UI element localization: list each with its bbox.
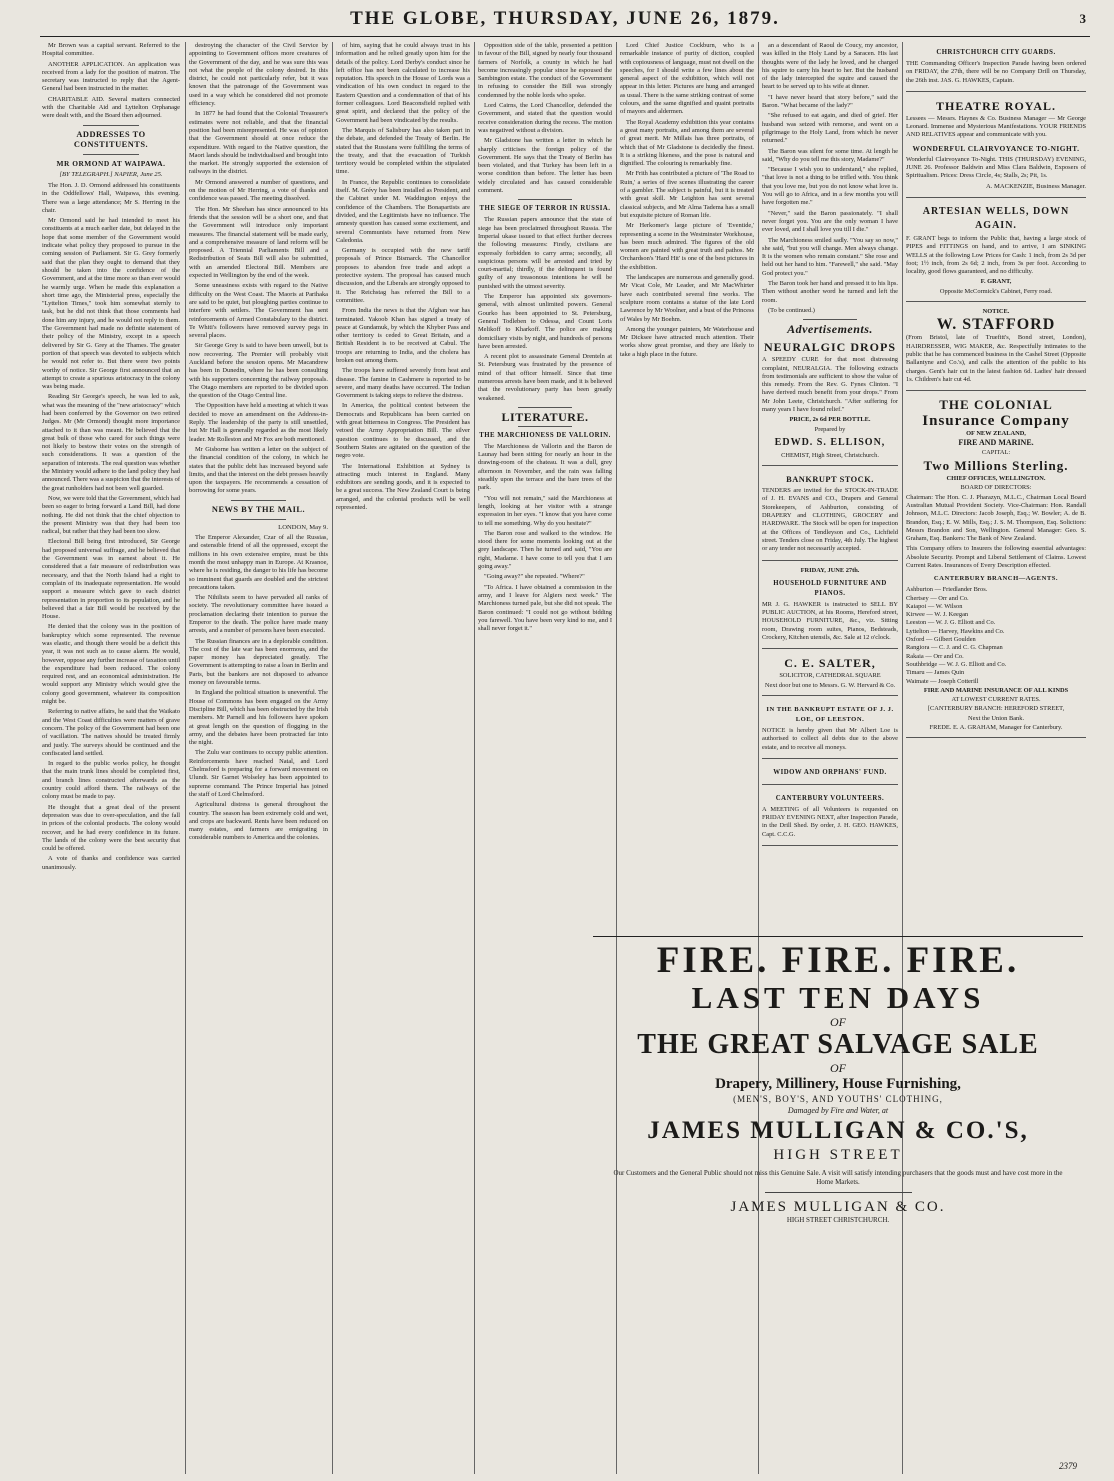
divider (593, 936, 1083, 937)
ad-body: A MEETING of all Volunteers is requested on FRIDAY EVENING NEXT, after Inspection Parade, in the Drill Shed. By order, J. H. GEO. HAWKES, Capt. C.C.G. (762, 805, 898, 838)
ad-text: Next the Union Bank. (967, 714, 1025, 722)
list-item: Lyttelton — Harvey, Hawkins and Co. (906, 627, 1005, 635)
paragraph: In France, the Republic continues to consolidate itself. M. Grévy has been installed as President, and the Cabinet under M. Waddington enjoys the confidence of the Chambers. The Bonapartists are divided, and the Legitimists have no influence. The amnesty question has caused some excitement, and several Communists have returned from New Caledonia. (336, 178, 470, 244)
ad-body: A SPEEDY CURE for that most distressing complaint, NEURALGIA. The following extracts from testimonials are sufficient to show the value of this remedy. From the Rev. G. Fynes Clinton. "I have derived much benefit from your drops." From Mr John Leete, Christchurch. "After suffering for many years I have found relief." (762, 356, 898, 413)
list-item: Timaru — James Quin (906, 669, 965, 677)
paragraph: Agricultural distress is general throughout the country. The season has been extremely cold and wet, and crops are backward. Rents have been reduced on many estates, and farmers are emigrating in considerable numbers to America and the colonies. (189, 801, 328, 842)
ad-high-street: HIGH STREET (773, 1147, 903, 1163)
divider (803, 319, 857, 320)
paragraph: The Russian finances are in a deplorable condition. The cost of the late war has been enormous, and the paper money has depreciated greatly. The Government is attempting to raise a loan in Berlin and Paris, but the bankers are not disposed to advance money on favourable terms. (189, 637, 328, 687)
ad-bankrupt (762, 469, 898, 560)
paragraph: "Because I wish you to understand," she replied, "that love is not a thing to be trifled with. You think that you love me, but you do not know what love is. You will go to Africa, and in a few months you will have forgotten me." (762, 166, 898, 207)
ad-date: FRIDAY, JUNE 27th. (800, 566, 860, 574)
divider (231, 500, 287, 501)
ad-neuralgic (762, 336, 898, 466)
ad-title: HOUSEHOLD FURNITURE AND PIANOS. (773, 579, 887, 597)
ad-text: FREDE. E. A. GRAHAM, Manager for Canterbury. (929, 724, 1063, 732)
paragraph: The Baron was silent for some time. At length he said, "Why do you tell me this story, Madame?" (762, 147, 898, 163)
ad-salter (762, 652, 898, 696)
section-heading: LITERATURE. (501, 409, 589, 424)
paragraph: Referring to native affairs, he said that the Waikato and the West Coast difficulties were matters of grave concern. The policy of the Government had been one of vacillation. The natives should be treated firmly and justly. The surveys should be continued and the confiscated land settled. (42, 708, 180, 757)
paragraph: He denied that the colony was in the position of bankruptcy which some represented. The revenue was elastic, and though there would be a deficit this year, it was not such as to cause alarm. He would, however, oppose any further increase of taxation until the expenditure had been reduced. The colony required rest, and an economical administration. He would support any Ministry which would give the colony good government, whatever its composition might be. (42, 623, 180, 706)
section-heading: NEWS BY THE MAIL. (211, 504, 306, 514)
ad-great-salvage: THE GREAT SALVAGE SALE (637, 1029, 1039, 1060)
paragraph: Reading Sir George's speech, he was led to ask, what was the meaning of the "new aristocracy" which had been conferred by the Governor on two retired Judges. Mr (Mr Ormond) thought more importance attached to it than was meant. He believed that the great bulk of those who cared for such things were not likely to bestow their votes on the strength of such considerations. It was a question of the separation of interests. The real question was whether the Ministry would adhere to the land policy they had announced. There was a suspicion that the interests of the great runholders had not been well guarded. (42, 393, 180, 492)
masthead (40, 6, 1090, 37)
page-number: 3 (1079, 11, 1086, 26)
paragraph: Mr Frith has contributed a picture of 'The Road to Ruin,' a series of five scenes illustrating the career of a gambler. The subject is painful, but it is treated with great skill. Mr Leighton has sent several classical subjects, and Mr Alma Tadema has a small but exquisite picture of Roman life. (620, 170, 754, 219)
newspaper-title: THE GLOBE, THURSDAY, JUNE 26, 1879. (350, 8, 780, 29)
paragraph: Mr Herkomer's large picture of 'Eventide,' representing a scene in the Westminster Workhouse, has been much admired. The figures of the old women are painted with great truth and pathos. Mr Orchardson's 'Hard Hit' is one of the best pictures in the exhibition. (620, 222, 754, 271)
ad-number: 2379 (1059, 1461, 1077, 1471)
salvage-sale-ad (593, 936, 1083, 1471)
paragraph: He thought that a great deal of the present depression was due to over-speculation, and the fall in prices of the colonial products. The colony would recover, and he had every confidence in its future. The lands of the colony were the best security that could be offered. (42, 803, 180, 853)
ad-text: Opposite McCormick's Cabinet, Ferry road. (939, 287, 1053, 295)
paragraph: A vote of thanks and confidence was carried unanimously. (42, 855, 180, 871)
list-item: Kirwee — W. J. Keegan (906, 611, 969, 619)
paragraph: destroying the character of the Civil Service by appointing to Government offices more creatures of the Government of the day, and he was sure this was not what the people of the colony desired. In this district, he could not particularly refer, but it was known that the patronage of the Government was used in a way which he considered did not promote efficiency. (189, 42, 328, 108)
ad-mens: (MEN'S, BOY'S, AND YOUTHS' CLOTHING, (733, 1094, 943, 1104)
ad-text: CHIEF OFFICES, WELLINGTON. (946, 475, 1046, 483)
paragraph: The landscapes are numerous and generally good. Mr Vicat Cole, Mr Leader, and Mr MacWhirter have each contributed several fine works. The sculpture room contains a statue of the late Lord Lawrence by Mr Woolner, and a bust of the Princess of Wales by Mr Boehm. (620, 274, 754, 323)
paragraph: In America, the political contest between the Democrats and Republicans has been carried on with great bitterness in Congress. The President has vetoed the Army Appropriation Bill. The silver question continues to be discussed, and the Southern States are agitated on the question of the negro vote. (336, 402, 470, 460)
ad-title: CANTERBURY VOLUNTEERS. (775, 794, 885, 802)
divider (83, 125, 138, 126)
ad-title: IN THE BANKRUPT ESTATE OF J. J. LOE, OF LEESTON. (766, 705, 894, 723)
dateline: LONDON, May 9. (278, 523, 328, 531)
paragraph: Mr Ormond said he had intended to meet his constituents at a much earlier date, but delayed in the hope that some member of the Government would indicate what policy they proposed to pursue in the coming session of Parliament. Sir G. Grey formerly said that the plan they ought to demand that they should be taken into the confidence of the Government, and at the time more so than ever would he warmly urge. When he made this explanation a short time ago, the Ministerial press, especially the "Lyttelton Times," took him somewhat sternly to task, but he did not think that those comments had done him any injury, and he would not reply to them. The Government had made no definite statement of their policy of the Ministry, except in a speech delivered by Sir G. Grey at the Thames. The greater portion of that speech was devoted to subjects which he would not refer to. But there were two points worthy of notice. Sir George first announced that an attempt to create a spurious aristocracy in the colony was being made. (42, 217, 180, 391)
paragraph: From India the news is that the Afghan war has terminated. Yakoob Khan has signed a treaty of peace at Gundamuk, by which the Khyber Pass and other territory is ceded to Great Britain, and a British Resident is to be received at Cabul. The troops are returning to India, and the cholera has broken out among them. (336, 307, 470, 364)
paragraph: The Zulu war continues to occupy public attention. Reinforcements have reached Natal, and Lord Chelmsford is preparing for a forward movement on Ulundi. Sir Garnet Wolseley has been appointed to supreme command. The Prince Imperial has joined the staff of Lord Chelmsford. (189, 749, 328, 798)
column-3 (336, 42, 470, 1474)
paragraph: "Never," said the Baron passionately. "I shall never forget you. You are the only woman I have ever loved, and I shall love you till I die." (762, 209, 898, 234)
ad-title: ARTESIAN WELLS, DOWN AGAIN. (922, 205, 1070, 231)
ad-name: W. STAFFORD (936, 316, 1056, 334)
paragraph: "You will not remain," said the Marchioness at length, looking at her visitor with a strange expression in her eyes. "I know that you have come to tell me something. Why do you hesitate?" (478, 494, 612, 527)
ad-name: EDWD. S. ELLISON, (774, 436, 886, 448)
ad-note: Our Customers and the General Public should not miss this Genuine Sale. A visit will satisfy intending purchasers that the goods must and have cost more in the Home Markets. (613, 1169, 1063, 1186)
paragraph: Germany is occupied with the new tariff proposals of Prince Bismarck. The Chancellor proposes to abandon free trade and adopt a protective system. The proposal has caused much discussion, and the Liberals are strongly opposed to it. The Reichstag has referred the Bill to a committee. (336, 247, 470, 304)
ad-text: Next door but one to Messrs. G. W. Hervard & Co. (764, 681, 896, 689)
paragraph: The International Exhibition at Sydney is attracting much interest in England. Many exhibitors are sending goods, and it is expected to be a great success. The New Zealand Court is being arranged, and the colonial products will be well represented. (336, 462, 470, 512)
ad-text: FIRE AND MARINE. (958, 438, 1034, 448)
article-heading: MR ORMOND AT WAIPAWA. (56, 158, 166, 168)
list-item: Rangiora — C. J. and C. G. Chapman (906, 644, 1003, 652)
ad-footer-address: HIGH STREET CHRISTCHURCH. (786, 1216, 890, 1224)
list-item: Leeston — W. J. G. Elliott and Co. (906, 619, 996, 627)
column-4 (478, 42, 612, 1474)
ad-drapery: Drapery, Millinery, House Furnishing, (715, 1076, 961, 1092)
paragraph: In 1877 he had found that the Colonial Treasurer's estimates were not reliable, and that the financial position had been misrepresented. He was of opinion that the Government should at once reduce the expenditure. With regard to the Native question, the Maori lands should be individualised and brought into the market. He strongly supported the extension of railways in the district. (189, 110, 328, 176)
ad-footer-name: JAMES MULLIGAN & CO. (730, 1199, 946, 1215)
column-rule (185, 42, 186, 1474)
paragraph: The troops have suffered severely from heat and disease. The famine in Cashmere is reported to be severe, and many deaths have occurred. The Indian Government is taking steps to relieve the distress. (336, 367, 470, 400)
ad-body: MR J. G. HAWKER is instructed to SELL BY PUBLIC AUCTION, at his Rooms, Hereford street, HOUSEHOLD FURNITURE, &c., viz. Sitting room, Drawing room suites, Pianos, Bedsteads, Crockery, Kitchen utensils, &c. Sale at 12 o'clock. (762, 600, 898, 642)
list-item: Kaiapoi — W. Wilson (906, 602, 963, 610)
ad-body: Lessees — Messrs. Haynes & Co. Business Manager — Mr George Leonard. Immense and Mysterious Manifestations. YOUR FRIENDS AND RELATIVES appear and communicate with you. (906, 114, 1086, 139)
paragraph: Some uneasiness exists with regard to the Native difficulty on the West Coast. The Maoris at Parihaka are said to be quiet, but ploughing parties continue to interfere with settlers. The Government has sent reinforcements of Armed Constabulary to the district. Te Whiti's followers have removed survey pegs in several places. (189, 282, 328, 340)
ad-stafford (906, 305, 1086, 391)
paragraph: Among the younger painters, Mr Waterhouse and Mr Dicksee have attracted much attention. Their works show great promise, and they are likely to take a high place in the future. (620, 325, 754, 358)
ad-body: Wonderful Clairvoyance To-Night. THIS (THURSDAY) EVENING, JUNE 26. Professor Baldwin and Miss Clara Baldwin, Exposers of Spiritualism. Prices: Dress Circle, 4s; Stalls, 2s; Pit, 1s. (906, 155, 1086, 180)
ad-title: NEURALGIC DROPS (763, 340, 896, 355)
ad-text: [CANTERBURY BRANCH: HEREFORD STREET, (927, 705, 1065, 713)
paragraph: (To be continued.) (768, 306, 815, 314)
story-title: THE MARCHIONESS DE VALLORIN. (479, 431, 611, 439)
paragraph: The Baron took her hand and pressed it to his lips. Then without another word he turned and left the room. (762, 280, 898, 304)
article-heading: THE SIEGE OF TERROR IN RUSSIA. (479, 205, 611, 213)
paragraph: Now, we were told that the Government, which had been so eager to bring forward a Land Bill, had done nothing. He did not think that the chief objection to the present Ministry was that they had been too radical, but rather that they had been too slow. (42, 494, 180, 536)
ad-estate (762, 699, 898, 759)
column-6 (762, 42, 898, 932)
paragraph: "She refused to eat again, and died of grief. Her husband was seized with remorse, and went on a pilgrimage to the Holy Land, from which he never returned." (762, 112, 898, 145)
ad-last-ten-days: LAST TEN DAYS (691, 980, 985, 1015)
paragraph: Mr Brown was a capital servant. Referred to the Hospital committee. (42, 42, 180, 58)
ad-fire-heading: FIRE. FIRE. FIRE. (656, 940, 1020, 981)
paragraph: Electoral Bill being first introduced, Sir George had proposed universal suffrage, and he believed that the Government was in earnest about it. He considered that a fair measure of redistribution was necessary, and that the North Island had a right to complain of its inadequate representation. He would support a measure which gave to each district representation in proportion to its population, and he believed that a fair Bill would be received by the House. (42, 538, 180, 621)
paragraph: Mr Gisborne has written a letter on the subject of the financial condition of the colony, in which he states that the public debt has increased beyond safe limits, and that the interest on the debt presses heavily upon the taxpayers. He recommends a cessation of borrowing for some years. (189, 445, 328, 495)
ad-text: BOARD OF DIRECTORS: (960, 484, 1032, 492)
ad-volunteers (762, 788, 898, 846)
paragraph: Sir George Grey is said to have been unwell, but is now recovering. The Premier will probably visit Auckland before the session opens. Mr Macandrew has been in Dunedin, where he has been consulting with his supporters concerning the railway proposals. The Otago members are reported to be divided upon the question of the Otago Central line. (189, 342, 328, 400)
paragraph: The Marquis of Salisbury has also taken part in the debate, and defended the Treaty of Berlin. He stated that the Russians were fulfilling the terms of the treaty, and that the evacuation of Turkish territory would be completed within the stipulated time. (336, 126, 470, 176)
list-item: Waimate — Joseph Cotterill (906, 677, 979, 685)
ad-title: WIDOW AND ORPHANS' FUND. (773, 768, 887, 776)
ad-signature: A. MACKENZIE, Business Manager. (986, 182, 1086, 190)
ad-notice: NOTICE. (982, 308, 1010, 316)
paragraph: The Emperor Alexander, Czar of all the Russias, and ostensible friend of all the oppressed, except the millions in his own extensive empire, must be this month the most unhappy man in Europe. At Krasnoe, where he is residing, the danger to his life has become so imminent that guards are doubled and the strictest precautions taken. (189, 534, 328, 591)
ad-sale (762, 564, 898, 650)
paragraph: The Nihilists seem to have pervaded all ranks of society. The revolutionary committee have issued a proclamation declaring their intention to pursue the Emperor to the death. The police have made many arrests, and a number of persons have been executed. (189, 594, 328, 635)
list-item: Rakaia — Orr and Co. (906, 652, 964, 660)
paragraph: of him, saying that he could always trust in his information and he relied greatly upon him for the details of the policy. Lord Derby's conduct since he left office has not been calculated to increase his reputation. His speech in the House of Lords was a vindication of his own conduct in regard to the Eastern Question and a condemnation of that of his former colleagues. Lord Beaconsfield replied with great spirit, and declared that the policy of the Government had been vindicated by the results. (336, 42, 470, 124)
paragraph: The Marchioness smiled sadly. "You say so now," she said, "but you will change. Men always change. It is the women who remain constant." She rose and held out her hand to him. "Farewell," she said. "May God protect you." (762, 236, 898, 277)
paragraph: The Emperor has appointed six governors-general, with almost unlimited powers. General Gourko has been appointed to St. Petersburg, General Todleben to Odessa, and Count Loris Melikoff to Kharkoff. The police are making domiciliary visits by night, and hundreds of persons have been arrested. (478, 293, 612, 350)
divider (765, 1192, 912, 1193)
paragraph: Opposition side of the table, presented a petition in favour of the Bill, signed by nearly four thousand farmers of Norfolk, a county in which he had become increasingly popular since he espoused the Sambington estate. The conduct of the Government in refusing to consider the Bill was strongly condemned by the noble lords who spoke. (478, 42, 612, 99)
ad-text: OF NEW ZEALAND, (966, 430, 1026, 438)
byline: [BY TELEGRAPH.] NAPIER, June 25. (59, 170, 163, 178)
paragraph: The Opposition have held a meeting at which it was decided to move an amendment on the Address-in-Reply. The leadership of the party is still unsettled, but Mr Hall is generally regarded as the most likely leader. Mr Rolleston and Mr Fox are both mentioned. (189, 402, 328, 443)
ad-guards (906, 42, 1086, 92)
section-heading: Advertisements. (787, 322, 873, 337)
ad-title: Insurance Company (922, 413, 1070, 430)
divider (518, 407, 572, 408)
paragraph: The Hon. Mr Sheehan has since announced to his friends that the session will be a short one, and that the Government will introduce only important measures. The financial statement will be made early, and a comprehensive measure of land reform will be proposed. A Triennial Parliaments Bill and a Redistribution of Seats Bill will also be submitted, with an amended Electoral Bill. Members are expected in Wellington by the end of the week. (189, 205, 328, 280)
ad-colonial-insurance (906, 394, 1086, 738)
ad-body: THE Commanding Officer's Inspection Parade having been ordered on FRIDAY, the 27th, there will be no Company Drill on Thursday, the 26th inst. JAS. G. HAWKES, Captain. (906, 60, 1086, 84)
ad-body: F. GRANT begs to inform the Public that, having a large stock of PIPES and FITTINGS on hand, and to arrive, I am SINKING WELLS at the following Low Prices for Cash: 1 inch, from 2s 3d per foot; 1½ inch, from 2s 6d; 2 inch, from 3s per foot. According to locality, good flows guaranteed, and no difficulty. (906, 234, 1086, 276)
ad-text: OF (830, 1061, 846, 1075)
ad-text: Prepared by (814, 425, 846, 433)
column-rule (332, 42, 333, 1474)
ad-title: Two Millions Sterling. (923, 458, 1069, 474)
paragraph: In England the political situation is uneventful. The House of Commons has been engaged on the Army Discipline Bill, which has been obstructed by the Irish members. Mr Parnell and his followers have spoken at great length on the question of flogging in the army, and the debates have been protracted far into the night. (189, 689, 328, 747)
divider (518, 199, 572, 200)
ad-name: F. GRANT, (980, 278, 1012, 286)
ad-price: PRICE, 2s 6d PER BOTTLE. (789, 416, 871, 424)
ad-subtitle: WONDERFUL CLAIRVOYANCE TO-NIGHT. (912, 143, 1080, 153)
ad-text: CAPITAL: (981, 448, 1011, 456)
divider (231, 519, 287, 520)
ad-title: BANKRUPT STOCK. (786, 475, 874, 485)
list-item: Southbridge — W. J. G. Elliott and Co. (906, 660, 1007, 668)
paragraph: The Baron rose and walked to the window. He stood there for some moments looking out at the grey landscape. Then he turned and said, "You are right, Madame. I have come to tell you that I am going away." (478, 529, 612, 571)
column-1 (42, 42, 180, 1474)
ad-mulligan: JAMES MULLIGAN & CO.'S, (647, 1117, 1029, 1144)
ad-title: CHRISTCHURCH CITY GUARDS. (936, 49, 1056, 56)
paragraph: In regard to the public works policy, he thought that the main trunk lines should be completed first, and branch lines constructed afterwards as the country could afford them. The railways of the colony must be made to pay. (42, 760, 180, 801)
section-heading: ADDRESSES TO CONSTITUENTS. (73, 129, 149, 149)
paragraph: an a descendant of Raoul de Coucy, my ancestor, was killed in the Holy Land by a Saracen. His last thoughts were of the lady he loved, and he charged his squire to carry his heart to her. But the husband of the lady intercepted the squire and caused the heart to be served up to his wife at dinner. (762, 42, 898, 91)
ad-subtitle: CANTERBURY BRANCH—AGENTS. (933, 575, 1059, 583)
ad-body: NOTICE is hereby given that Mr Albert Loe is authorised to collect all debts due to the above estate, and to receive all moneys. (762, 726, 898, 751)
ad-text: AT LOWEST CURRENT RATES. (951, 696, 1041, 704)
paragraph: Lord Chief Justice Cockburn, who is a remarkable instance of purity of diction, coupled with copiousness of language, must not dwell on the speeches, for I should write a few lines about the general aspect of the exhibition, which will not appear in this letter. Pictures are hung and arranged as usual. There is the same striking contrast of some colours, and the same dignified and quaint portraits of mayors and aldermen. (620, 42, 754, 116)
ad-body: TENDERS are invited for the STOCK-IN-TRADE of J. H. EVANS and CO., Drapers and General Storekeepers, of Ashburton, consisting of DRAPERY and CLOTHING, GROCERY and HARDWARE. The Stock will be open for inspection at the Offices of Tendleyson and Co., Lichfield street. Tenders close on Friday, 4th July. The highest or any tender not necessarily accepted. (762, 487, 898, 553)
paragraph: The Russian papers announce that the state of siege has been proclaimed throughout Russia. The Imperial ukase issued to that effect further decrees the following measures: Firstly, civilians are expressly forbidden to carry arms; secondly, all suspicious persons will be arrested and tried by court-martial; thirdly, if the delinquent is found guilty of any treasonous intentions he will be punished with the utmost severity. (478, 216, 612, 290)
list-item: Oxford — Gilbert Goulden (906, 636, 976, 644)
list-item: Ashburton — Friedlander Bros. (906, 586, 988, 594)
divider (518, 426, 572, 427)
ad-body: (From Bristol, late of Truefitt's, Bond street, London), HAIRDRESSER, WIG MAKER, &c. Respectfully intimates to the public that he has commenced business in the Cashel Street (Opposite Ballantyne and Co.'s), and calls the attention of the public to his charges. Gent's hair cut in the latest fashion 6d. Ladies' hair dressed 1s. Children's hair cut 4d. (906, 334, 1086, 383)
ad-damaged: Damaged by Fire and Water, at (787, 1106, 889, 1115)
paragraph: The Hon. J. D. Ormond addressed his constituents in the Oddfellows' Hall, Waipawa, this evening. There was a large attendance; Mr S. Herring in the chair. (42, 181, 180, 214)
ad-body: Chairman: The Hon. C. J. Pharazyn, M.L.C., Chairman Local Board Australian Mutual Provident Society. Vice-Chairman: Hon. Randall Johnson, M.L.C. Directors: Jacob Joseph, Esq.; W. Bowler; A. de B. Brandon, Esq.; E. W. Mills, Esq.; J. S. M. Thompson, Esq. Solicitors: Messrs Brandon and Son, Wellington. General Manager: Geo. S. Graham, Esq. Bankers: The Bank of New Zealand. (906, 493, 1086, 543)
ad-title: THE COLONIAL (939, 397, 1053, 413)
ad-text: FIRE AND MARINE INSURANCE OF ALL KINDS (923, 686, 1069, 694)
paragraph: A recent plot to assassinate General Drenteln at St. Petersburg was frustrated by the presence of mind of that officer himself. Since that time numerous arrests have been made, and it is believed that the revolutionary party has been greatly weakened. (478, 353, 612, 402)
paragraph: "Going away?" she repeated. "Where?" (484, 573, 585, 581)
column-rule (474, 42, 475, 1474)
ad-text: CHEMIST, High Street, Christchurch. (781, 451, 879, 459)
paragraph: The Marchioness de Vallorin and the Baron de Launay had been sitting for nearly an hour in the drawing-room of the chateau. It was a dull, grey afternoon in November, and the rain was falling steadily upon the terrace and the bare trees of the park. (478, 442, 612, 492)
ad-title: THEATRE ROYAL. (935, 98, 1057, 113)
agents-list (906, 586, 1086, 686)
column-7 (906, 42, 1086, 932)
ad-text: OF (830, 1015, 846, 1029)
ad-artesian (906, 201, 1086, 302)
ad-text: SOLICITOR, CATHEDRAL SQUARE (779, 672, 881, 680)
ad-theatre (906, 95, 1086, 198)
divider (83, 154, 138, 155)
ad-widow (762, 762, 898, 785)
paragraph: Lord Cairns, the Lord Chancellor, defended the Government, and stated that the question would receive consideration during the recess. The motion was negatived without a division. (478, 102, 612, 134)
ad-name: C. E. SALTER, (784, 656, 876, 671)
paragraph: Mr Gladstone has written a letter in which he sharply criticises the foreign policy of the Government. He says that the Treaty of Berlin has been violated, and that Turkey has been left in a worse condition than before. The letter has been widely circulated and has caused considerable comment. (478, 137, 612, 195)
paragraph: The Royal Academy exhibition this year contains a great many portraits, and among them are several of great merit. Mr Millais has three portraits, of which that of Mr Gladstone is decidedly the finest. It is a striking likeness, and the pose is natural and dignified. The colouring is remarkably fine. (620, 118, 754, 168)
column-2 (189, 42, 328, 1474)
paragraph: Mr Ormond answered a number of questions, and on the motion of Mr Herring, a vote of thanks and confidence was passed. The meeting dissolved. (189, 178, 328, 203)
ad-body: This Company offers to Insurers the following essential advantages: Absolute Security. Prompt and Liberal Settlement of Claims. Lowest Current Rates. Insurances of Every Description effected. (906, 545, 1086, 569)
paragraph: CHARITABLE AID. Several matters connected with the Charitable Aid and Lyttelton Orphanage were dealt with, and the Board then adjourned. (42, 95, 180, 120)
paragraph: ANOTHER APPLICATION. An application was received from a lady for the position of matron. The secretary was instructed to reply that the Agent-General had been instructed in the matter. (42, 60, 180, 93)
paragraph: "To Africa. I have obtained a commission in the army, and I leave for Algiers next week." The Marchioness turned pale, but she did not speak. The Baron continued: "I could not go without bidding you farewell. You have been very kind to me, and I shall never forget it." (478, 583, 612, 633)
paragraph: "I have never heard that story before," said the Baron. "What became of the lady?" (762, 93, 898, 110)
list-item: Chertsey — Orr and Co. (906, 594, 969, 602)
